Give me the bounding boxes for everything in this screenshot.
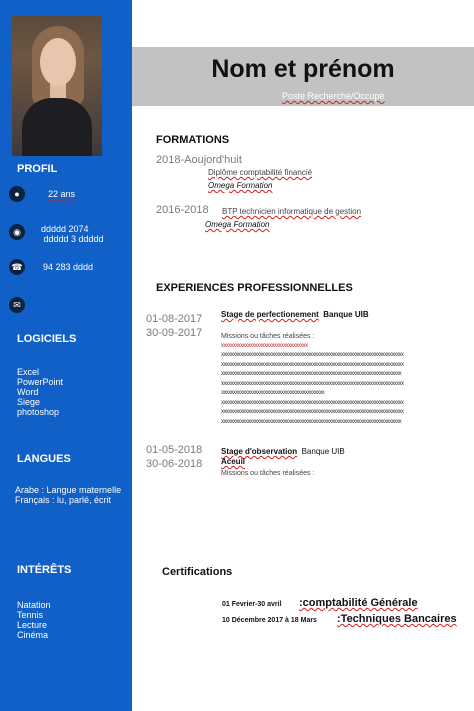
experiences-heading: EXPERIENCES PROFESSIONNELLES xyxy=(156,282,353,294)
mission-line: xxxxxxxxxxxxxxxxxxxxxxxxxxxxxxxxxxxxxxxxxxx xyxy=(221,390,325,396)
certification-date: 10 Décembre 2017 à 18 Mars xyxy=(222,617,317,624)
list-item: Natation xyxy=(17,600,51,610)
experience-start: 01-05-2018 xyxy=(146,444,203,456)
languages-heading: LANGUES xyxy=(17,453,71,465)
mission-line: xxxxxxxxxxxxxxxxxxxxxxxxxxxxxxxxxxxxxxxxxxxxxxxxxxxxxxxxxxxxxxxxxxxxxxxxxxxx xyxy=(221,352,404,358)
mission-line: xxxxxxxxxxxxxxxxxxxxxxxxxxxxxxxxxxxxxxxxxxxxxxxxxxxxxxxxxxxxxxxxxxxxxxxxxxxx xyxy=(221,409,404,415)
list-item: Excel xyxy=(17,367,40,377)
missions-label: Missions ou tâches réalisées : xyxy=(221,470,315,477)
formation-date: 2018-Aoujord'huit xyxy=(156,154,242,166)
list-item: Siege xyxy=(17,397,41,407)
certification-date: 01 Fevrier-30 avril xyxy=(222,601,282,608)
name-header xyxy=(132,47,474,106)
phone-text: 94 283 dddd xyxy=(43,262,94,272)
list-item: Français : lu, parlé, écrit xyxy=(15,495,112,505)
interests-heading: INTÉRÊTS xyxy=(17,564,72,576)
languages-list xyxy=(15,485,121,505)
software-list xyxy=(17,367,63,417)
divider xyxy=(132,0,135,711)
mail-icon: ✉ xyxy=(9,297,25,313)
address-text: ddddd 2074 ddddd 3 ddddd xyxy=(41,224,104,244)
mission-line: xxxxxxxxxxxxxxxxxxxxxxxxxxxxxxxxxxxxxxxxxxxxxxxxxxxxxxxxxxxxxxxxxxxxxxxxxxxx xyxy=(221,381,404,387)
missions-label: Missions ou tâches réalisées : xyxy=(221,333,315,340)
position-subtitle: Poste Recherché/Occupé xyxy=(282,91,385,101)
formation-org: Omega Formation xyxy=(205,220,270,229)
certification-name: :Techniques Bancaires xyxy=(337,613,457,625)
list-item: Cinéma xyxy=(17,630,49,640)
mission-line: xxxxxxxxxxxxxxxxxxxxxxxxxxxxxxxxxxxxxxxxxxxxxxxxxxxxxxxxxxxxxxxxxxxxxxxxxxx xyxy=(221,419,402,425)
mission-line: xxxxxxxxxxxxxxxxxxxxxxxxxxxxxxxxxxxxxxxxxxxxxxxxxxxxxxxxxxxxxxxxxxxxxxxxxxx xyxy=(221,371,402,377)
certifications-heading: Certifications xyxy=(162,566,233,578)
formation-date: 2016-2018 xyxy=(156,204,209,216)
formation-title: BTP technicien informatique de gestion xyxy=(222,207,362,216)
interests-list xyxy=(17,600,51,640)
list-item: Arabe : Langue maternelle xyxy=(15,485,122,495)
formation-org: Omega Formation xyxy=(208,181,273,190)
location-icon: ◉ xyxy=(9,224,25,240)
profile-photo xyxy=(12,16,102,156)
experience-title: Stage d'observation Banque UIB xyxy=(221,447,345,456)
profile-heading: PROFIL xyxy=(17,163,58,175)
mission-line: xxxxxxxxxxxxxxxxxxxxxxxxxxxxxxxxxxxxxxxxxxxxxxxxxxxxxxxxxxxxxxxxxxxxxxxxxxxx xyxy=(221,362,404,368)
list-item: Tennis xyxy=(17,610,44,620)
software-heading: LOGICIELS xyxy=(17,333,77,345)
clock-icon: ● xyxy=(9,186,25,202)
list-item: photoshop xyxy=(17,407,60,417)
mission-line: xxxxxxxxxxxxxxxxxxxxxxxxxxxxxxxxxxxx xyxy=(221,343,308,349)
certification-name: :comptabilité Générale xyxy=(299,597,418,609)
mission-line: xxxxxxxxxxxxxxxxxxxxxxxxxxxxxxxxxxxxxxxxxxxxxxxxxxxxxxxxxxxxxxxxxxxxxxxxxxxx xyxy=(221,400,404,406)
page-title: Nom et prénom xyxy=(211,55,395,83)
experience-title: Stage de perfectionement Banque UIB xyxy=(221,310,369,319)
experience-end: 30-09-2017 xyxy=(146,327,203,339)
experience-start: 01-08-2017 xyxy=(146,313,203,325)
formation-title: Diplôme comptabilité financié xyxy=(208,168,313,177)
age-text: 22 ans xyxy=(48,189,76,199)
phone-icon: ☎ xyxy=(9,259,25,275)
formations-heading: FORMATIONS xyxy=(156,134,230,146)
list-item: Word xyxy=(17,387,39,397)
experience-sub: Aceuil xyxy=(221,457,246,466)
list-item: PowerPoint xyxy=(17,377,64,387)
experience-end: 30-06-2018 xyxy=(146,458,203,470)
list-item: Lecture xyxy=(17,620,48,630)
sidebar xyxy=(0,0,132,711)
